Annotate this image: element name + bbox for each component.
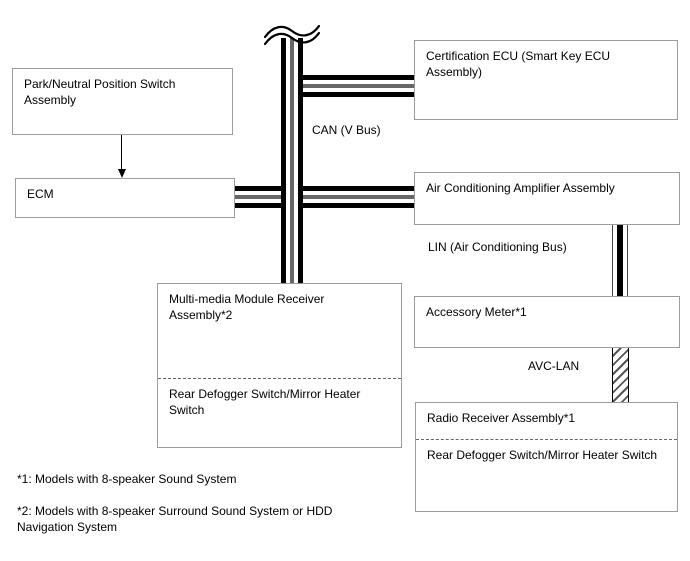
- avc-lan-bus-line: [612, 348, 629, 402]
- node-label: Park/Neutral Position Switch Assembly: [24, 77, 176, 107]
- node-air-conditioning-amplifier: [414, 172, 680, 225]
- node-sub-label: Rear Defogger Switch/Mirror Heater Switch: [427, 448, 658, 462]
- arrow-head-icon: [118, 169, 126, 178]
- bus-label-lin: LIN (Air Conditioning Bus): [428, 240, 567, 254]
- node-main-section: [416, 403, 677, 440]
- node-ecm: [15, 178, 235, 218]
- can-bus-trunk: [281, 38, 303, 283]
- node-label: Radio Receiver Assembly*1: [427, 411, 576, 425]
- node-label: Multi-media Module Receiver Assembly*2: [169, 292, 325, 322]
- footnote-1: *1: Models with 8-speaker Sound System: [17, 472, 237, 486]
- node-label: Accessory Meter*1: [426, 305, 527, 319]
- can-bus-branch-certification: [292, 75, 414, 97]
- node-label: Air Conditioning Amplifier Assembly: [426, 181, 615, 195]
- can-bus-branch-ecm-ac: [235, 186, 414, 208]
- node-sub-label: Rear Defogger Switch/Mirror Heater Switch: [169, 387, 361, 417]
- bus-label-can: CAN (V Bus): [312, 123, 381, 137]
- node-accessory-meter: [414, 296, 680, 348]
- lin-bus-line: [612, 225, 628, 297]
- node-sub-section: [416, 440, 677, 511]
- bus-label-avc-lan: AVC-LAN: [528, 359, 580, 373]
- node-label: ECM: [27, 187, 54, 201]
- bus-break-icon: [263, 20, 321, 48]
- node-multimedia-module-receiver: [157, 283, 402, 448]
- node-label: Certification ECU (Smart Key ECU Assembly): [426, 49, 611, 79]
- node-main-section: [158, 284, 401, 379]
- node-certification-ecu: [414, 40, 678, 120]
- arrow-connector-line: [121, 135, 122, 170]
- node-sub-section: [158, 379, 401, 447]
- node-park-neutral-position-switch: [12, 68, 233, 135]
- footnote-2: *2: Models with 8-speaker Surround Sound System or HDD Navigation System: [17, 504, 333, 534]
- node-radio-receiver: [415, 402, 678, 512]
